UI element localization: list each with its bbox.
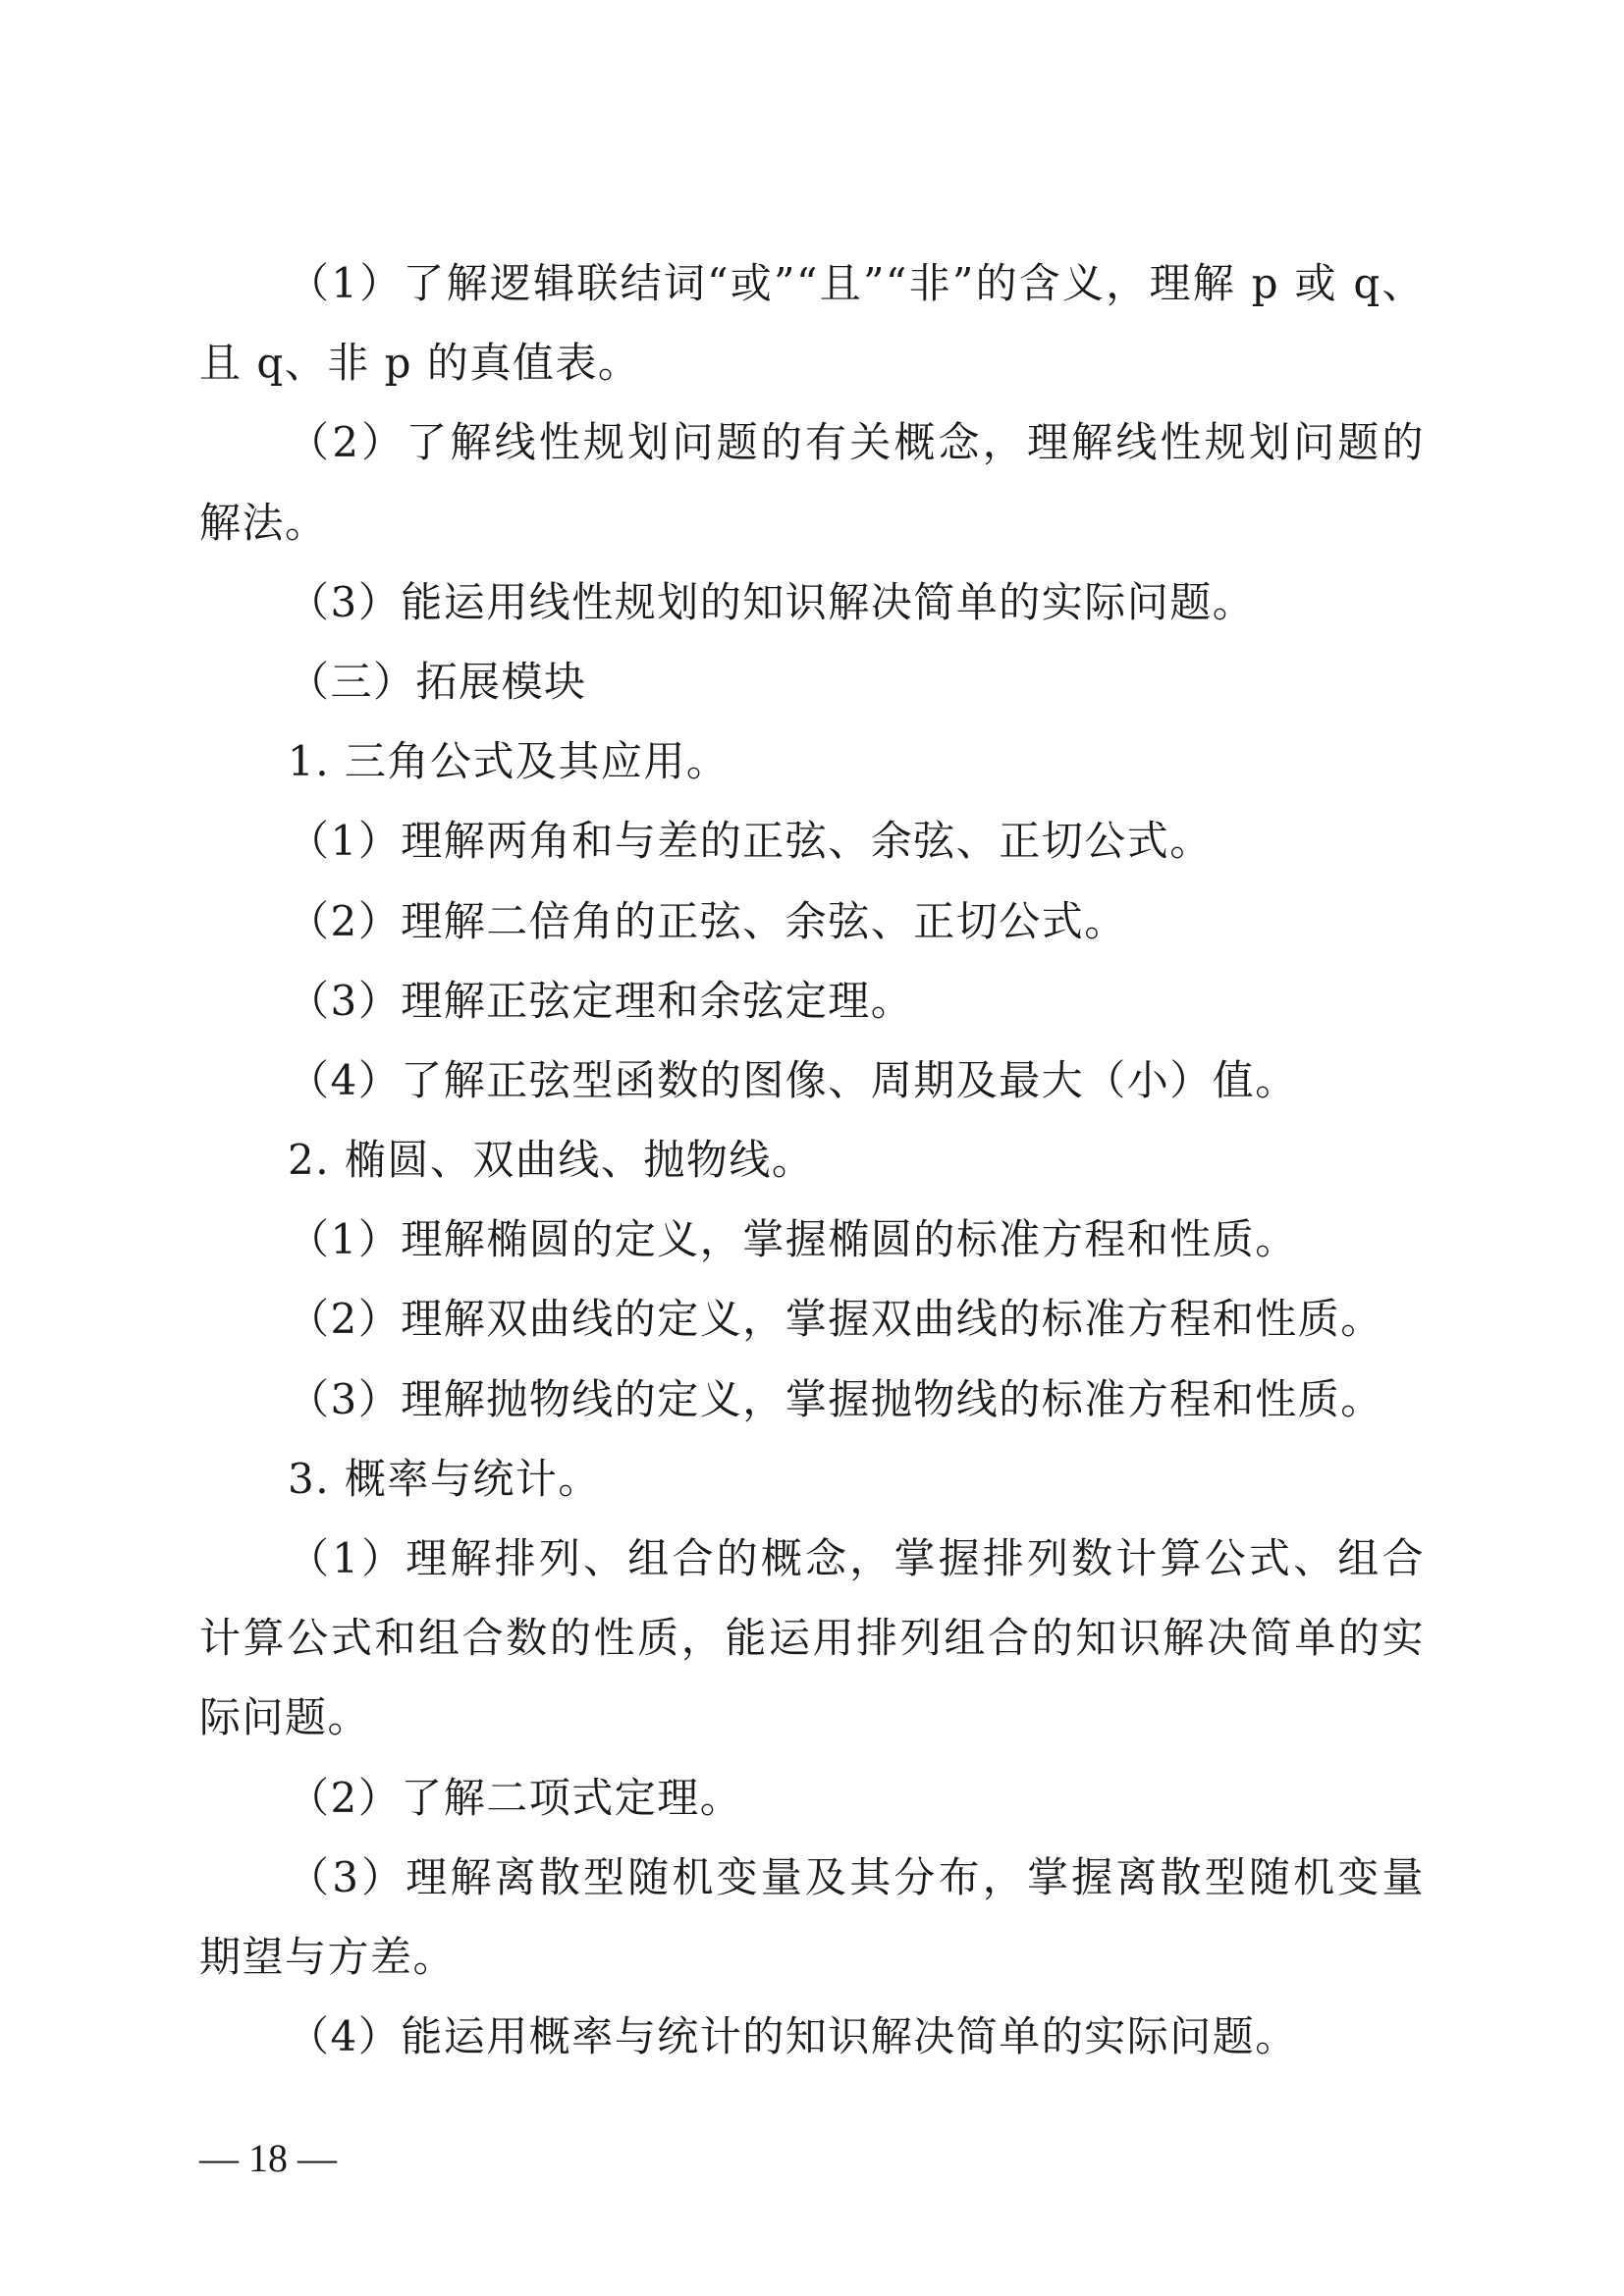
list-item bbox=[199, 1758, 1425, 1838]
paragraph-logic-connectives bbox=[199, 243, 1425, 402]
paragraph-line: （2）了解二项式定理。 bbox=[288, 1773, 743, 1822]
list-item bbox=[199, 1519, 1425, 1758]
paragraph-linear-programming-concepts bbox=[199, 402, 1425, 561]
paragraph-line: （4）了解正弦型函数的图像、周期及最大（小）值。 bbox=[288, 1055, 1298, 1104]
paragraph-line: （3）能运用线性规划的知识解决简单的实际问题。 bbox=[288, 577, 1256, 626]
paragraph-line: （1）了解逻辑联结词“或”“且”“非”的含义，理解 p 或 q、 bbox=[288, 259, 1425, 307]
paragraph-line: 计算公式和组合数的性质，能运用排列组合的知识解决简单的实 bbox=[199, 1614, 1425, 1663]
list-item bbox=[199, 961, 1425, 1041]
body-text bbox=[199, 243, 1425, 2076]
paragraph-line: （3）理解正弦定理和余弦定理。 bbox=[288, 976, 914, 1025]
paragraph-line: （1）理解两角和与差的正弦、余弦、正切公式。 bbox=[288, 817, 1213, 866]
list-item bbox=[199, 1360, 1425, 1439]
paragraph-line: （2）理解二倍角的正弦、余弦、正切公式。 bbox=[288, 896, 1127, 945]
paragraph-line: （3）理解离散型随机变量及其分布，掌握离散型随机变量 bbox=[288, 1852, 1425, 1901]
paragraph-line: （3）理解抛物线的定义，掌握抛物线的标准方程和性质。 bbox=[288, 1374, 1383, 1423]
page-number: — 18 — bbox=[199, 2136, 337, 2180]
list-item bbox=[199, 1041, 1425, 1120]
list-item bbox=[199, 801, 1425, 881]
list-item bbox=[199, 1200, 1425, 1279]
paragraph-line: （1）理解椭圆的定义，掌握椭圆的标准方程和性质。 bbox=[288, 1215, 1298, 1264]
list-item bbox=[199, 1838, 1425, 1997]
paragraph-line: 且 q、非 p 的真值表。 bbox=[199, 339, 641, 388]
list-item bbox=[199, 1997, 1425, 2076]
subsection-heading-probability-statistics bbox=[199, 1439, 1425, 1519]
section-heading-extension-module bbox=[199, 642, 1425, 721]
subsection-heading: 1. 三角公式及其应用。 bbox=[288, 737, 730, 786]
list-item bbox=[199, 1279, 1425, 1359]
paragraph-line: 解法。 bbox=[199, 498, 328, 547]
paragraph-line: （4）能运用概率与统计的知识解决简单的实际问题。 bbox=[288, 2012, 1298, 2061]
subsection-heading: 2. 椭圆、双曲线、抛物线。 bbox=[288, 1136, 815, 1185]
paragraph-line: （1）理解排列、组合的概念，掌握排列数计算公式、组合 bbox=[288, 1534, 1425, 1582]
paragraph-linear-programming-application bbox=[199, 562, 1425, 642]
paragraph-line: （2）理解双曲线的定义，掌握双曲线的标准方程和性质。 bbox=[288, 1295, 1383, 1344]
paragraph-line: 期望与方差。 bbox=[199, 1932, 457, 1981]
list-item bbox=[199, 881, 1425, 961]
subsection-heading: 3. 概率与统计。 bbox=[288, 1454, 601, 1503]
section-heading: （三）拓展模块 bbox=[288, 657, 587, 706]
subsection-heading-conic-sections bbox=[199, 1120, 1425, 1200]
subsection-heading-trigonometry bbox=[199, 721, 1425, 801]
paragraph-line: （2）了解线性规划问题的有关概念，理解线性规划问题的 bbox=[288, 418, 1425, 467]
paragraph-line: 际问题。 bbox=[199, 1693, 371, 1742]
